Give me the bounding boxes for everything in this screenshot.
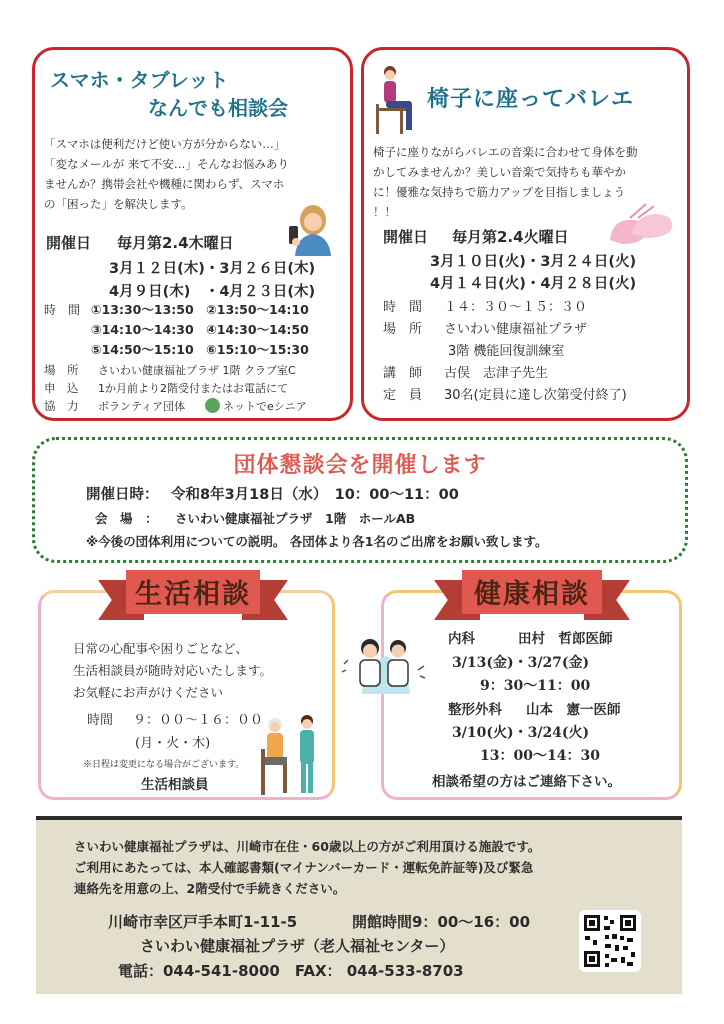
life-consult-days: (月・火・木) xyxy=(135,736,211,751)
ballet-desc-4: ！！ xyxy=(373,205,396,219)
qr-code[interactable] xyxy=(579,910,641,972)
ballet-lecturer: 古俣 志津子先生 xyxy=(444,366,549,381)
smartphone-time-label: 時 間 xyxy=(44,303,81,317)
footer-tel: 電話：044-541-8000 FAX： 044-533-8703 xyxy=(118,962,464,980)
footer-hours: 開館時間9：00〜16：00 xyxy=(352,913,531,931)
smartphone-time-2: ③14:10〜14:30 ④14:30〜14:50 xyxy=(91,322,309,337)
footer-notice-3: 連絡先を用意の上、2階受付で手続きください。 xyxy=(74,881,346,896)
smartphone-title-line1: スマホ・タブレット xyxy=(50,68,229,92)
life-consult-ribbon xyxy=(98,570,288,622)
ballet-capacity: 30名(定員に達し次第受付終了) xyxy=(444,388,627,403)
health-ortho-dept: 整形外科 xyxy=(448,702,502,718)
life-consult-staff: 生活相談員 xyxy=(141,777,209,793)
ballet-lecturer-label: 講 師 xyxy=(383,366,423,381)
smartphone-time-3: ⑤14:50〜15:10 ⑥15:10〜15:30 xyxy=(91,342,309,357)
life-consult-time: ９：００〜１６：００ xyxy=(133,713,264,728)
smartphone-desc-2: 「変なメールが 来て不安…」そんなお悩みあり xyxy=(44,157,289,171)
footer-facility: さいわい健康福祉プラザ（老人福祉センター） xyxy=(140,937,455,955)
health-contact: 相談希望の方はご連絡下さい。 xyxy=(432,774,621,790)
life-consult-desc-1: 日常の心配事や困りごとなど、 xyxy=(73,641,249,656)
life-consult-desc-3: お気軽にお声がけください xyxy=(73,685,224,700)
group-meeting-datetime: 令和8年3月18日（水） 10：00〜11：00 xyxy=(171,487,459,503)
health-consult-ribbon xyxy=(434,570,630,622)
smartphone-title-line2: なんでも相談会 xyxy=(148,96,288,120)
health-internal-doctor: 田村 哲郎医師 xyxy=(518,631,613,647)
ballet-title: 椅子に座ってバレエ xyxy=(427,87,635,112)
group-meeting-datetime-label: 開催日時： xyxy=(86,487,159,503)
ballet-dates-1: 3月１０日(火)・3月２４日(火) xyxy=(430,254,637,270)
ballet-desc-2: かしてみませんか？美しい音楽で気持ちも華やか xyxy=(373,165,626,179)
ballet-dates-2: 4月１４日(火)・4月２８日(火) xyxy=(430,276,637,292)
health-internal-dept: 内科 xyxy=(448,631,475,647)
woman-smartphone-illustration xyxy=(281,200,341,256)
smartphone-apply-label: 申 込 xyxy=(44,381,79,395)
group-meeting-title: 団体懇談会を開催します xyxy=(233,453,487,478)
footer-notice-2: ご利用にあたっては、本人確認書類(マイナンバーカード・運転免許証等)及び緊急 xyxy=(74,860,534,875)
woman-sitting-chair-illustration xyxy=(372,64,424,136)
smartphone-desc-3: ませんか？携帯会社や機種に関わらず、スマホ xyxy=(44,177,285,191)
smartphone-coop: ボランティア団体 xyxy=(98,400,186,413)
health-internal-time: 9：30〜11：00 xyxy=(480,678,591,694)
life-consult-time-label: 時間 xyxy=(87,713,114,728)
smartphone-place-label: 場 所 xyxy=(44,363,79,377)
smartphone-desc-4: の「困った」を解決します。 xyxy=(44,197,193,211)
health-ortho-doctor: 山本 憲一医師 xyxy=(526,702,621,718)
life-consult-desc-2: 生活相談員が随時対応いたします。 xyxy=(73,663,273,678)
smartphone-coop-org: ネットでeシニア xyxy=(223,400,307,413)
smartphone-dates-1: 3月１２日(木)・3月２６日(木) xyxy=(109,261,316,277)
ballet-schedule-rule: 毎月第2.4火曜日 xyxy=(452,228,569,246)
footer-notice-1: さいわい健康福祉プラザは、川崎市在住・60歳以上の方がご利用頂ける施設です。 xyxy=(74,839,541,854)
life-consult-note: ※日程は変更になる場合がございます。 xyxy=(83,760,245,770)
ballet-card xyxy=(361,47,690,421)
footer-address: 川崎市幸区戸手本町1-11-5 xyxy=(108,913,298,931)
group-meeting-note: ※今後の団体利用についての説明。 各団体より各1名のご出席をお願い致します。 xyxy=(86,534,548,549)
smartphone-time-1: ①13:30〜13:50 ②13:50〜14:10 xyxy=(91,302,309,317)
health-ortho-dates: 3/10(火)・3/24(火) xyxy=(452,725,590,741)
ballet-place-label: 場 所 xyxy=(383,322,423,337)
life-consult-title: 生活相談 xyxy=(135,579,251,610)
group-meeting-venue: さいわい健康福祉プラザ 1階 ホールAB xyxy=(175,511,416,526)
ballet-time: １４：３０〜１５：３０ xyxy=(444,300,588,315)
footer xyxy=(36,816,682,994)
ballet-desc-3: に！優雅な気持ちで筋力アップを目指しましょう xyxy=(373,185,626,199)
ballet-time-label: 時 間 xyxy=(383,300,423,315)
health-ortho-time: 13：00〜14：30 xyxy=(480,748,600,764)
group-meeting-box xyxy=(32,437,688,563)
smartphone-schedule-label: 開催日 xyxy=(46,234,92,252)
footer-top-line xyxy=(36,816,682,820)
smartphone-card xyxy=(32,47,353,421)
smartphone-dates-2: 4月９日(木) ・4月２３日(木) xyxy=(109,284,316,300)
ballet-place-line2: 3階 機能回復訓練室 xyxy=(448,344,565,359)
doctor-patient-illustration xyxy=(340,630,426,694)
caregiver-illustration xyxy=(257,711,329,797)
net-esenior-logo-icon xyxy=(205,398,220,413)
ballet-place-line1: さいわい健康福祉プラザ xyxy=(444,322,588,337)
ballet-capacity-label: 定 員 xyxy=(383,388,423,403)
smartphone-schedule-rule: 毎月第2.4木曜日 xyxy=(117,234,234,252)
group-meeting-venue-label: 会 場 ： xyxy=(95,511,158,526)
health-consult-title: 健康相談 xyxy=(474,579,590,610)
ballet-shoes-illustration xyxy=(602,200,680,250)
health-internal-dates: 3/13(金)・3/27(金) xyxy=(452,655,590,671)
ballet-desc-1: 椅子に座りながらバレエの音楽に合わせて身体を動 xyxy=(373,145,638,159)
ballet-schedule-label: 開催日 xyxy=(383,228,429,246)
smartphone-place: さいわい健康福祉プラザ 1階 クラブ室C xyxy=(98,364,296,377)
smartphone-desc-1: 「スマホは便利だけど使い方が分からない…」 xyxy=(44,137,286,151)
smartphone-apply: 1か月前より2階受付またはお電話にて xyxy=(98,382,288,395)
smartphone-coop-label: 協 力 xyxy=(44,399,79,413)
